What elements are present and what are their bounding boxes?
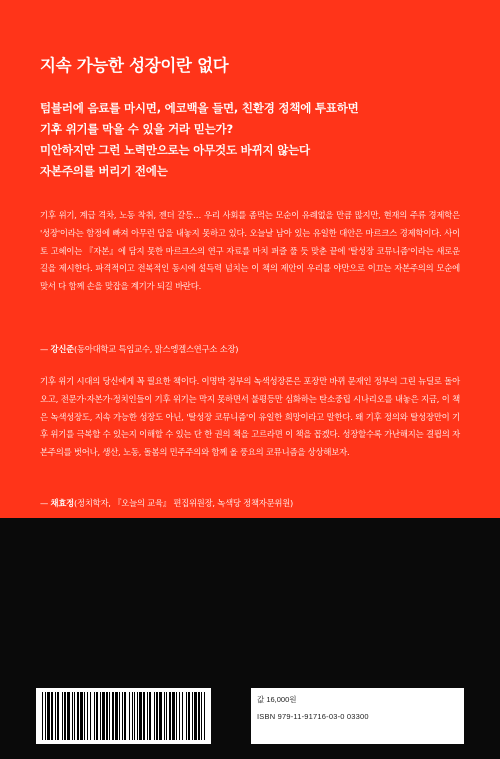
barcode-bar [172, 692, 175, 740]
barcode-bar [67, 692, 70, 740]
barcode-bar [139, 692, 142, 740]
barcode-bar [159, 692, 162, 740]
barcode-bar [90, 692, 91, 740]
barcode-bar [194, 692, 197, 740]
isbn-label: ISBN 979-11-91716-03-0 03300 [257, 712, 369, 721]
barcode-bar [186, 692, 187, 740]
barcode-bar [51, 692, 53, 740]
barcode-bar [122, 692, 123, 740]
barcode-bar [176, 692, 177, 740]
endorser-name: 강신준 [50, 344, 74, 354]
barcode-bar [182, 692, 183, 740]
barcode-bar [164, 692, 165, 740]
lead-line: 미안하지만 그런 노력만으로는 아무것도 바뀌지 않는다 [40, 143, 310, 157]
barcode-bar [166, 692, 167, 740]
barcode [36, 688, 211, 744]
barcode-bar [102, 692, 105, 740]
price-label: 값 16,000원 [257, 695, 297, 704]
barcode-bar [106, 692, 108, 740]
barcode-bar [45, 692, 46, 740]
barcode-bar [119, 692, 120, 740]
attribution-dash: — [40, 344, 49, 354]
headline: 지속 가능한 성장이란 없다 [40, 56, 229, 75]
barcode-bar [192, 692, 193, 740]
barcode-bar [204, 692, 205, 740]
barcode-bar [188, 692, 190, 740]
barcode-bar [169, 692, 171, 740]
barcode-bar [129, 692, 130, 740]
barcode-bar [109, 692, 110, 740]
barcode-bar [134, 692, 135, 740]
barcode-bar [62, 692, 63, 740]
barcode-bar [80, 692, 83, 740]
barcode-bar [137, 692, 138, 740]
barcode-bar [47, 692, 50, 740]
lead-copy [40, 98, 359, 182]
barcode-bar [94, 692, 95, 740]
barcode-bar [96, 692, 98, 740]
barcode-bar [72, 692, 73, 740]
barcode-bar [55, 692, 56, 740]
barcode-bar [100, 692, 101, 740]
lead-line: 자본주의를 버리기 전에는 [40, 164, 168, 178]
barcode-bar [112, 692, 114, 740]
lead-line: 기후 위기를 막을 수 있을 거라 믿는가? [40, 122, 233, 136]
barcode-bar [201, 692, 202, 740]
barcode-bar [42, 692, 43, 740]
barcode-bar [84, 692, 85, 740]
barcode-bar [87, 692, 88, 740]
barcode-bar [64, 692, 66, 740]
endorsement-attribution [40, 496, 293, 510]
endorser-affiliation: (동아대학교 특임교수, 맑스엥겔스연구소 소장) [74, 344, 239, 354]
endorser-name: 채효정 [50, 498, 74, 508]
barcode-bar [156, 692, 158, 740]
endorsement-text: 기후 위기, 계급 격차, 노동 착취, 젠더 갈등… 우리 사회를 좀먹는 모순이 유례없을 만큼 많지만, 현재의 주류 경제학은 '성장'이라는 함정에 빠져 아무런 답을 내놓지 못하고 있다. 오늘날 남아 있는 유일한 대안은 마르크스 경제학이다. 사이토 고헤이는 『자본』에 담지 못한 마르크스의 연구 자료를 마치 퍼즐 풀 듯 맞춘 끝에 '탈성장 코뮤니즘'이라는 새로운 길을 제시한다. 파격적이고 전복적인 동시에 설득력 넘치는 이 책의 제안이 우리를 야만으로 이끄는 자본주의의 모순에 맞서 다 함께 손을 맞잡을 계기가 되길 바란다. [40, 210, 460, 292]
barcode-bar [115, 692, 118, 740]
barcode-bar [77, 692, 79, 740]
barcode-bar [149, 692, 151, 740]
lead-line: 텀블러에 음료를 마시면, 에코백을 들면, 친환경 정책에 투표하면 [40, 101, 359, 115]
barcode-bar [198, 692, 200, 740]
barcode-bar [147, 692, 148, 740]
barcode-bar [57, 692, 59, 740]
endorser-affiliation: (정치학자, 『오늘의 교육』 편집위원장, 녹색당 정책자문위원) [74, 498, 294, 508]
barcode-bar [74, 692, 75, 740]
barcode-bar [154, 692, 155, 740]
barcode-bar [132, 692, 133, 740]
endorsement-attribution [40, 342, 238, 356]
barcode-graphic [36, 688, 211, 744]
price-isbn-box [251, 688, 464, 744]
barcode-bar [124, 692, 126, 740]
barcode-bar [143, 692, 145, 740]
attribution-dash: — [40, 498, 49, 508]
endorsement-text: 기후 위기 시대의 당신에게 꼭 필요한 책이다. 이명박 정부의 녹색성장론은 포장만 바뀌 문재인 정부의 그린 뉴딜로 돌아오고, 전문가·자본가·정치인들이 기후 위기는 막지 못하면서 불평등만 심화하는 탄소중립 시나리오를 내놓은 지금, 이 책은 녹색성장도, 지속 가능한 성장도 아닌, '탈성장 코뮤니즘'이 유일한 희망이라고 말한다. 왜 기후 정의와 탈성장만이 기후 위기를 극복할 수 있는지 이해할 수 있는 단 한 권의 책을 고르라면 이 책을 꼽겠다. 성장할수록 가난해지는 결핍의 자본주의를 벗어나, 생산, 노동, 돌봄의 민주주의와 함께 올 풍요의 코뮤니즘을 상상해보자. [40, 376, 460, 458]
barcode-bar [179, 692, 180, 740]
